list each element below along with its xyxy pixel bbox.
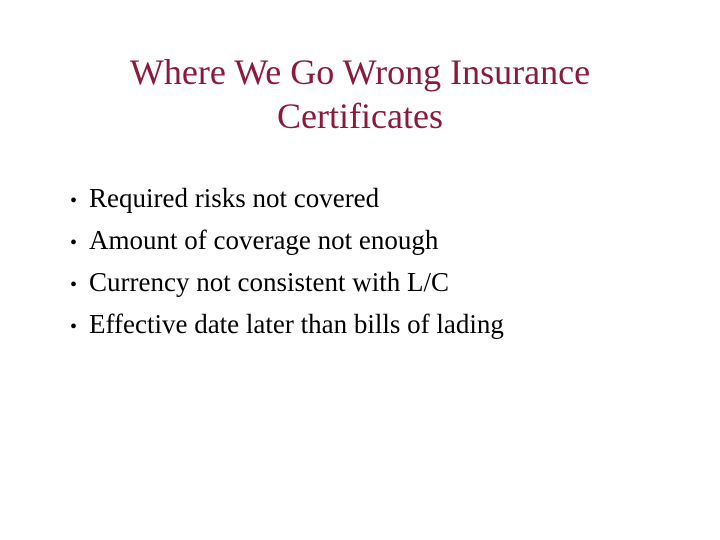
- slide-title-line-1: Where We Go Wrong Insurance: [129, 52, 591, 92]
- bullet-dot-icon: •: [70, 274, 78, 296]
- bullet-item: [70, 225, 504, 267]
- bullet-dot-icon: •: [70, 316, 78, 338]
- slide-title-line-2: Certificates: [277, 96, 443, 136]
- bullet-dot-icon: •: [70, 232, 78, 254]
- bullet-item: [70, 309, 504, 351]
- bullet-text: Effective date later than bills of lading: [89, 309, 504, 339]
- bullet-text: Currency not consistent with L/C: [89, 267, 449, 297]
- bullet-list: [70, 183, 504, 351]
- bullet-item: [70, 267, 504, 309]
- bullet-item: [70, 183, 504, 225]
- bullet-dot-icon: •: [70, 190, 78, 212]
- bullet-text: Amount of coverage not enough: [89, 225, 439, 255]
- bullet-text: Required risks not covered: [89, 183, 380, 213]
- slide-title: [60, 50, 660, 138]
